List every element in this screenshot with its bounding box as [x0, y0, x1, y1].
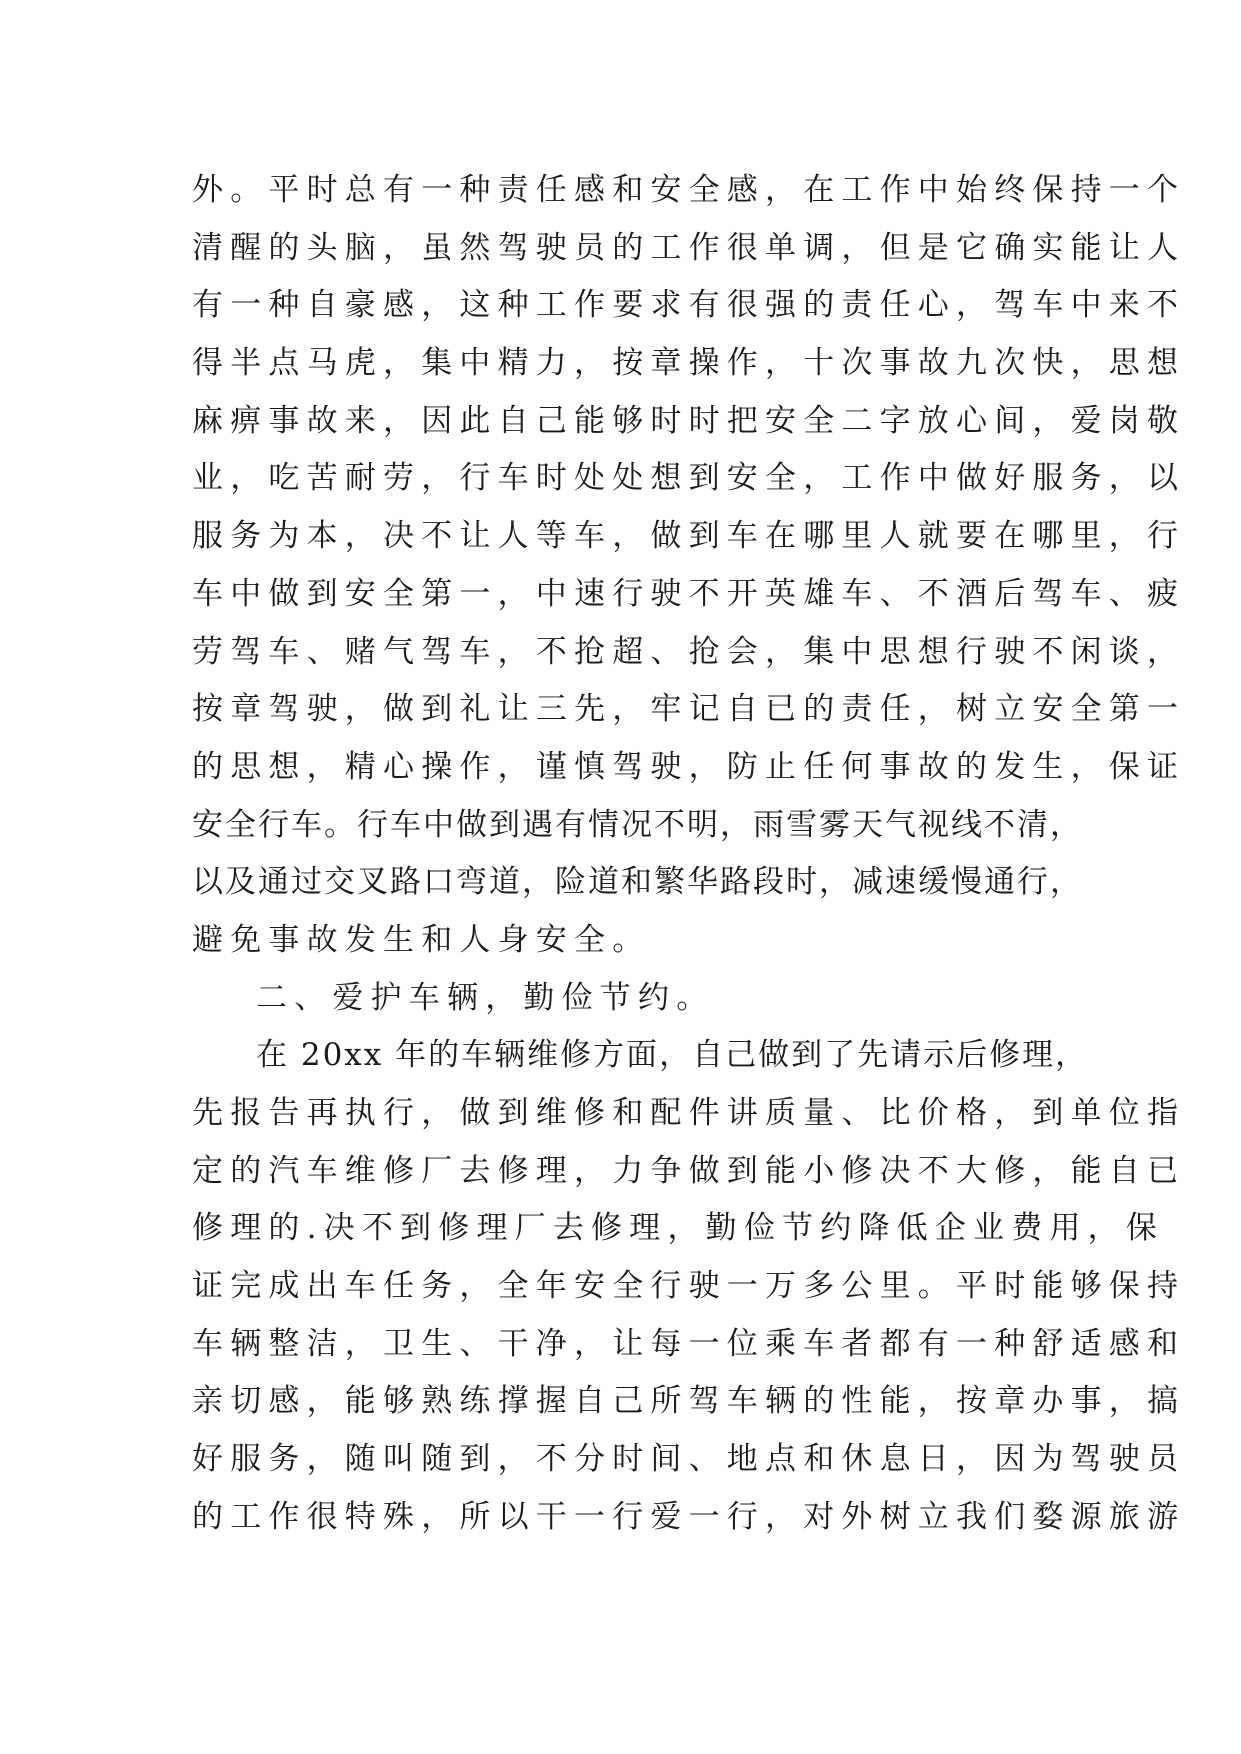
text-line: 车辆整洁，卫生、干净，让每一位乘车者都有一种舒适感和 — [192, 1325, 1186, 1362]
text-line: 先报告再执行，做到维修和配件讲质量、比价格，到单位指 — [192, 1095, 1186, 1131]
text-line: 麻痹事故来，因此自己能够时时把安全二字放心间，爱岗敬 — [192, 402, 1186, 439]
text-line: 亲切感，能够熟练撑握自己所驾车辆的性能，按章办事，搞 — [192, 1383, 1186, 1420]
text-line: 服务为本，决不让人等车，做到车在哪里人就要在哪里，行 — [192, 518, 1186, 555]
text-line: 好服务，随叫随到，不分时间、地点和休息日，因为驾驶员 — [192, 1441, 1186, 1478]
text-line: 安全行车。行车中做到遇有情况不明，雨雪雾天气视线不清， — [192, 806, 1083, 843]
text-line: 有一种自豪感，这种工作要求有很强的责任心，驾车中来不 — [192, 287, 1186, 324]
text-line: 以及通过交叉路口弯道，险道和繁华路段时，减速缓慢通行， — [192, 864, 1083, 901]
text-line: 避免事故发生和人身安全。 — [192, 921, 651, 958]
text-line: 修理的.决不到修理厂去修理，勤俭节约降低企业费用，保 — [192, 1210, 1165, 1247]
paragraph-first-line: 在 20xx 年的车辆维修方面，自己做到了先请示后修理， — [256, 1037, 1089, 1074]
text-line: 清醒的头脑，虽然驾驶员的工作很单调，但是它确实能让人 — [192, 229, 1186, 266]
text-line: 证完成出车任务，全年安全行驶一万多公里。平时能够保持 — [192, 1268, 1186, 1305]
text-line: 车中做到安全第一，中速行驶不开英雄车、不酒后驾车、疲 — [192, 575, 1186, 612]
text-line: 劳驾车、赌气驾车，不抢超、抢会，集中思想行驶不闲谈， — [192, 633, 1186, 670]
section-heading: 二、爱护车辆，勤俭节约。 — [256, 979, 715, 1016]
text-line: 外。平时总有一种责任感和安全感，在工作中始终保持一个 — [192, 172, 1186, 208]
text-line: 的工作很特殊，所以干一行爱一行，对外树立我们婺源旅游 — [192, 1498, 1186, 1535]
text-line: 定的汽车维修厂去修理，力争做到能小修决不大修，能自已 — [192, 1152, 1186, 1189]
text-line: 得半点马虎，集中精力，按章操作，十次事故九次快，思想 — [192, 345, 1186, 382]
text-line: 业，吃苦耐劳，行车时处处想到安全，工作中做好服务，以 — [192, 460, 1186, 497]
text-line: 的思想，精心操作，谨慎驾驶，防止任何事故的发生，保证 — [192, 748, 1186, 785]
document-body — [192, 162, 1186, 1547]
text-line: 按章驾驶，做到礼让三先，牢记自已的责任，树立安全第一 — [192, 691, 1186, 728]
